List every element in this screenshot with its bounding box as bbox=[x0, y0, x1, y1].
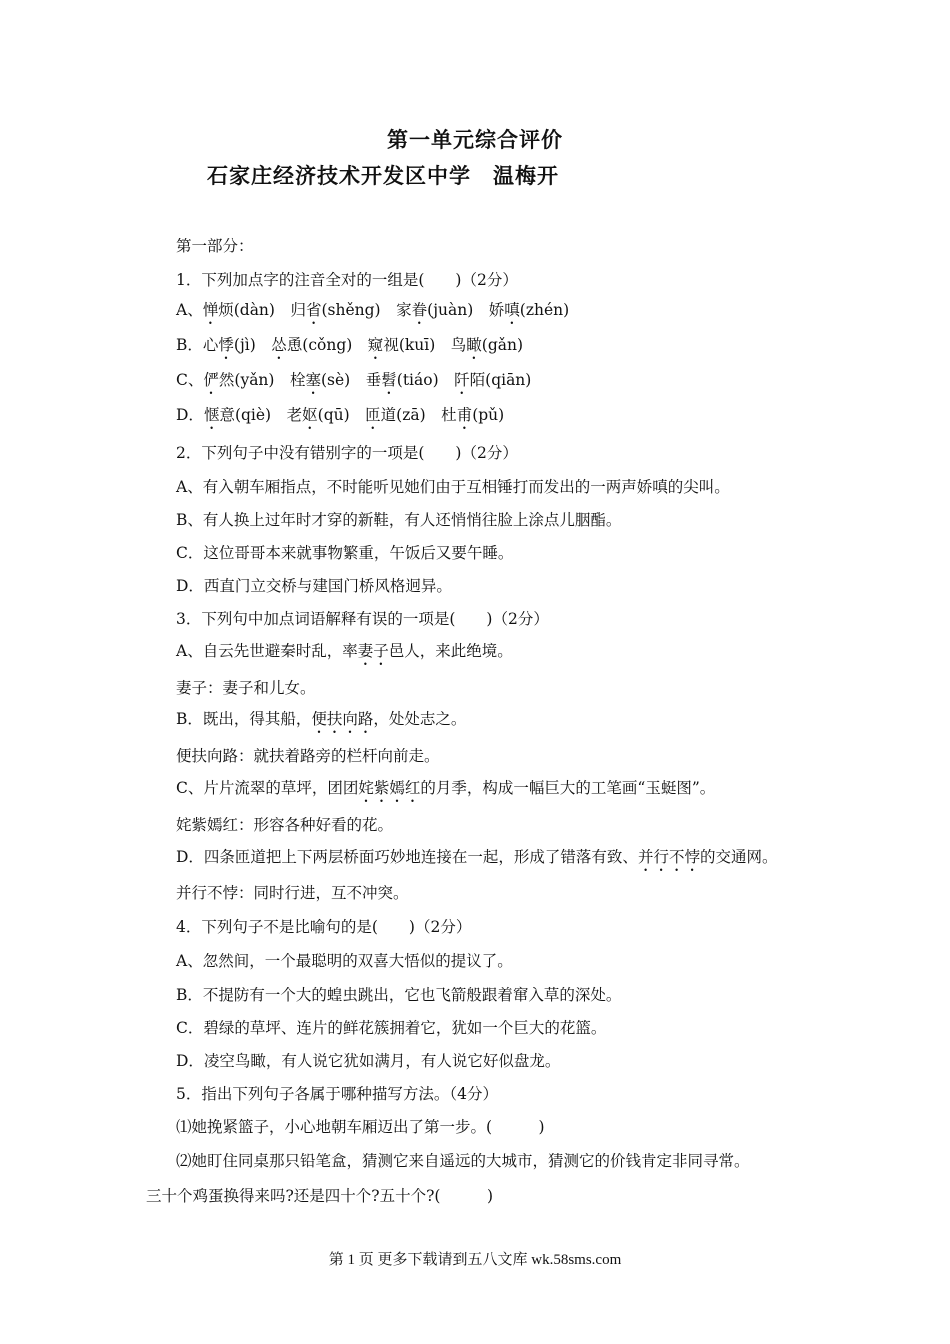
dotted-char: 眷 bbox=[411, 301, 428, 319]
dotted-char: 甫 bbox=[456, 406, 473, 424]
dotted-word: 姹紫嫣红 bbox=[358, 779, 421, 797]
q3-stem: 3．下列句中加点词语解释有误的一项是( )（2分） bbox=[176, 610, 549, 628]
q1-option-b bbox=[176, 335, 523, 363]
text: 垂 bbox=[365, 371, 382, 389]
dotted-char: 窥 bbox=[367, 336, 384, 354]
dotted-char: 塞 bbox=[305, 371, 321, 389]
q5-stem: 5．指出下列句子各属于哪种描写方法。（4分） bbox=[176, 1085, 498, 1103]
text: (zhén) bbox=[519, 301, 570, 319]
q4-option-a: A、忽然间，一个最聪明的双喜大悟似的提议了。 bbox=[176, 952, 513, 970]
text: (qū) bbox=[317, 406, 366, 424]
dotted-char: 怂 bbox=[271, 336, 287, 354]
text: 道(zā) bbox=[380, 406, 442, 424]
text: A、自云先世避秦时乱，率 bbox=[176, 642, 358, 660]
q3-option-c bbox=[176, 778, 715, 806]
text: C、片片流翠的草坪，团团 bbox=[176, 779, 359, 797]
text: D． bbox=[176, 406, 204, 424]
q3-option-a bbox=[176, 641, 513, 669]
q5-sentence-2-cont: 三十个鸡蛋换得来吗?还是四十个?五十个?( ) bbox=[146, 1187, 494, 1205]
q5-sentence-1: ⑴她挽紧篮子，小心地朝车厢迈出了第一步。( ) bbox=[176, 1118, 545, 1136]
q2-option-c: C．这位哥哥本来就事物繁重，午饭后又要午睡。 bbox=[176, 544, 514, 562]
q4-option-c: C．碧绿的草坪、连片的鲜花簇拥着它，犹如一个巨大的花篮。 bbox=[176, 1019, 607, 1037]
text: 陌(qiān) bbox=[469, 371, 532, 389]
q4-stem: 4．下列句子不是比喻句的是( )（2分） bbox=[176, 918, 472, 936]
text: (jì) bbox=[233, 336, 272, 354]
q1-option-a bbox=[176, 300, 569, 328]
q4-option-b: B．不提防有一个大的蝗虫跳出，它也飞箭般跟着窜入草的深处。 bbox=[176, 986, 622, 1004]
q3-note-d: 并行不悖：同时行进，互不冲突。 bbox=[176, 884, 409, 902]
q3-note-c: 姹紫嫣红：形容各种好看的花。 bbox=[176, 816, 394, 834]
dotted-char: 惬 bbox=[203, 406, 220, 424]
dotted-char: 瞰 bbox=[466, 336, 482, 354]
q1-option-c bbox=[176, 370, 531, 398]
q3-option-d bbox=[176, 847, 777, 875]
text: 家 bbox=[396, 301, 412, 319]
q3-note-a: 妻子：妻子和儿女。 bbox=[176, 679, 316, 697]
q1-stem: 1．下列加点字的注音全对的一组是( )（2分） bbox=[176, 271, 518, 289]
dotted-word: 并行不悖 bbox=[637, 848, 700, 866]
part-label: 第一部分： bbox=[176, 237, 254, 255]
text: (gǎn) bbox=[481, 336, 524, 354]
text: C、 bbox=[176, 371, 204, 389]
text: 鸟 bbox=[450, 336, 467, 354]
page-footer: 第 1 页 更多下载请到五八文库 wk.58sms.com bbox=[328, 1252, 622, 1268]
q5-sentence-2: ⑵她盯住同桌那只铅笔盒，猜测它来自遥远的大城市，猜测它的价钱肯定非同寻常。 bbox=[176, 1152, 750, 1170]
text: 然(yǎn) bbox=[218, 371, 290, 389]
text: A、 bbox=[176, 301, 203, 319]
dotted-char: 髫 bbox=[381, 371, 397, 389]
dotted-char: 嗔 bbox=[504, 301, 520, 319]
text: (juàn) bbox=[427, 301, 489, 319]
text: B．心 bbox=[176, 336, 219, 354]
q3-option-b bbox=[176, 709, 466, 737]
text: ，处处志之。 bbox=[373, 710, 467, 728]
text: B．既出，得其船， bbox=[176, 710, 312, 728]
text: 的月季，构成一幅巨大的工笔画“玉蜓图”。 bbox=[420, 779, 716, 797]
text: 归 bbox=[290, 301, 306, 319]
text: 杜 bbox=[441, 406, 457, 424]
dotted-char: 悸 bbox=[218, 336, 234, 354]
page-title: 第一单元综合评价 bbox=[387, 127, 563, 152]
q2-option-d: D．西直门立交桥与建国门桥风格迥异。 bbox=[176, 577, 452, 595]
dotted-char: 阡 bbox=[454, 371, 470, 389]
page-subtitle: 石家庄经济技术开发区中学 温梅开 bbox=[207, 163, 559, 188]
text: (shěng) bbox=[321, 301, 397, 319]
text: 的交通网。 bbox=[699, 848, 778, 866]
text: (pǔ) bbox=[472, 406, 505, 424]
text: (tiáo) bbox=[396, 371, 455, 389]
dotted-char: 省 bbox=[305, 301, 322, 319]
text: 栓 bbox=[289, 371, 306, 389]
dotted-word: 妻子 bbox=[357, 642, 389, 660]
text: 视(kuī) bbox=[383, 336, 451, 354]
text: D．四条匝道把上下两层桥面巧妙地连接在一起，形成了错落有致、 bbox=[176, 848, 638, 866]
q2-option-b: B、有人换上过年时才穿的新鞋，有人还悄悄往脸上涂点儿胭酯。 bbox=[176, 511, 622, 529]
text: (sè) bbox=[321, 371, 366, 389]
q1-option-d bbox=[176, 405, 504, 433]
q3-note-b: 便扶向路：就扶着路旁的栏杆向前走。 bbox=[176, 747, 440, 765]
dotted-char: 妪 bbox=[302, 406, 318, 424]
text: 烦(dàn) bbox=[218, 301, 291, 319]
dotted-char: 匝 bbox=[365, 406, 381, 424]
text: 恿(cǒng) bbox=[286, 336, 368, 354]
dotted-char: 惮 bbox=[202, 301, 219, 319]
text: 邑人，来此绝境。 bbox=[388, 642, 513, 660]
text: 老 bbox=[286, 406, 303, 424]
q2-stem: 2．下列句子中没有错别字的一项是( )（2分） bbox=[176, 444, 518, 462]
q2-option-a: A、有入朝车厢指点，不时能听见她们由于互相锤打而发出的一两声娇嗔的尖叫。 bbox=[176, 478, 730, 496]
text: 娇 bbox=[488, 301, 505, 319]
q4-option-d: D．凌空鸟瞰，有人说它犹如满月，有人说它好似盘龙。 bbox=[176, 1052, 561, 1070]
dotted-word: 便扶向路 bbox=[311, 710, 374, 728]
text: 意(qiè) bbox=[219, 406, 287, 424]
dotted-char: 俨 bbox=[203, 371, 219, 389]
